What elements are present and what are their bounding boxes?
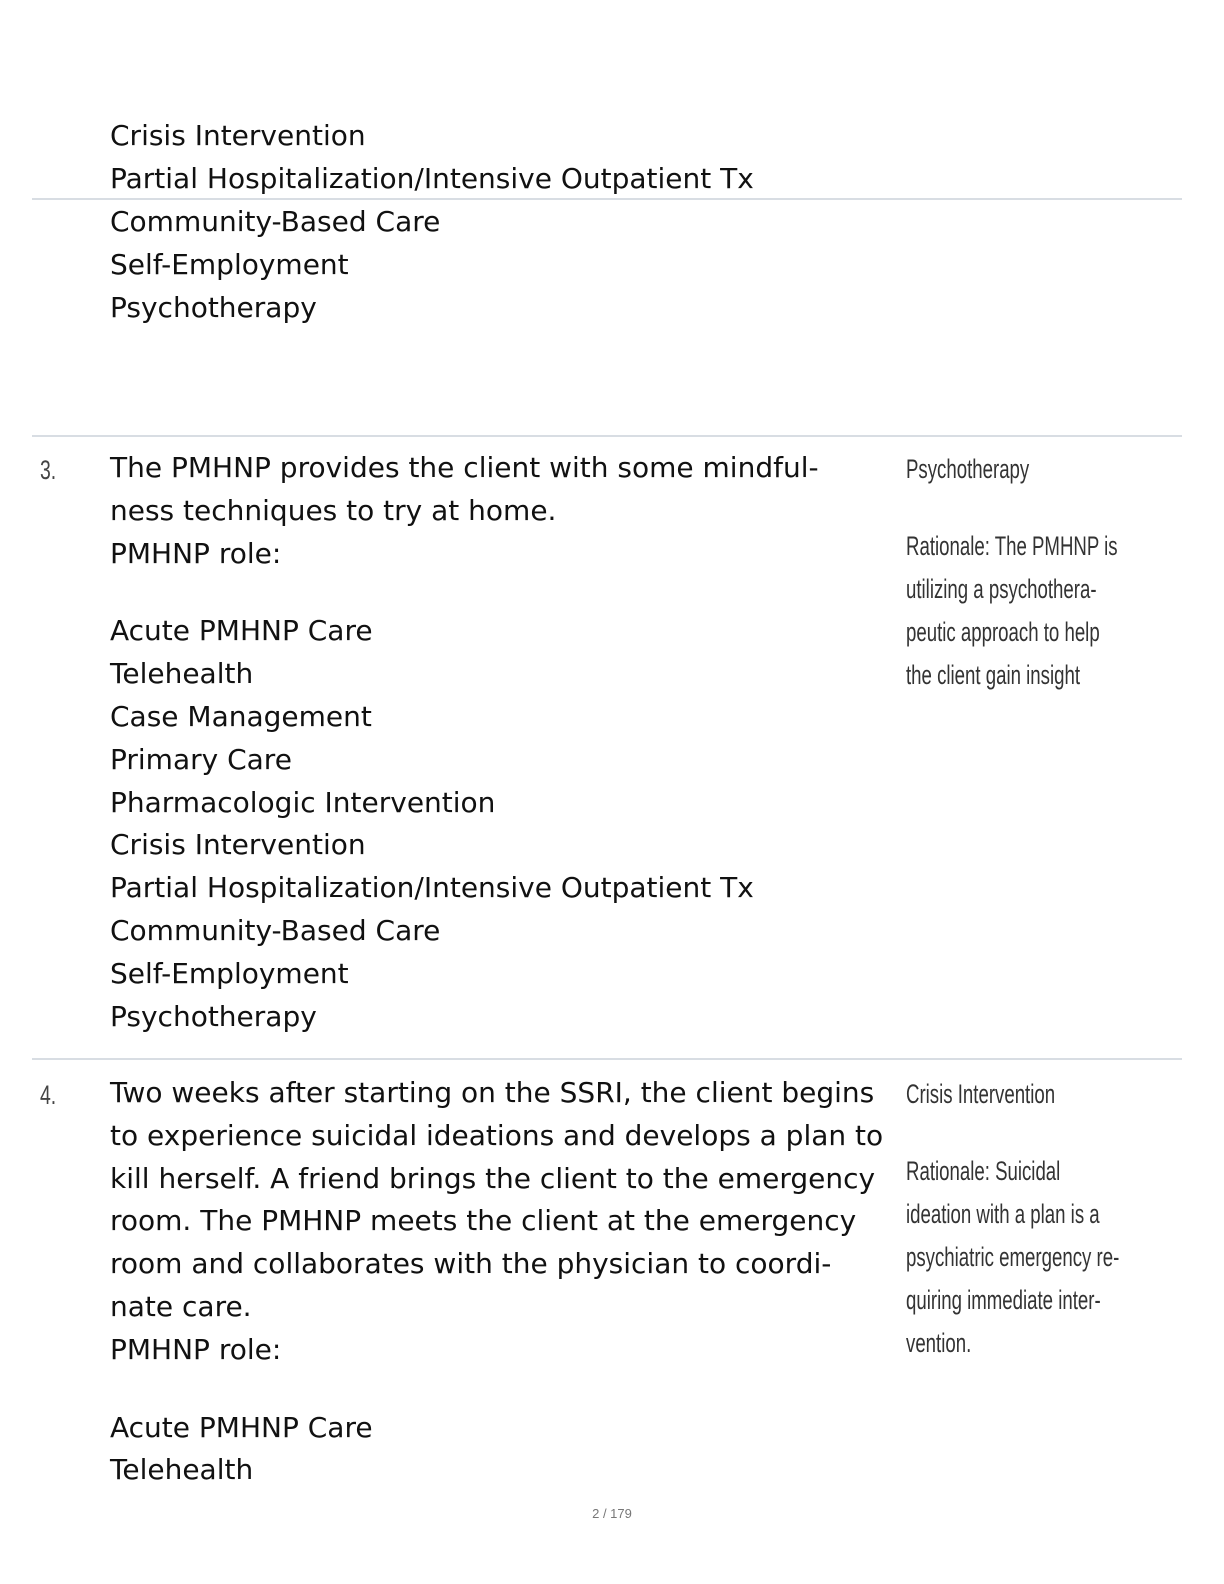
question-number: 4. — [40, 1080, 57, 1110]
role-label: PMHNP role: — [110, 536, 282, 570]
question-stem-line: to experience suicidal ideations and develops a plan to — [110, 1118, 884, 1152]
option-item: Acute PMHNP Care — [110, 614, 373, 648]
question-stem-line: kill herself. A friend brings the client to the emergency — [110, 1161, 876, 1195]
rationale-line: the client gain insight — [906, 660, 1080, 690]
answer-text: Psychotherapy — [906, 454, 1030, 484]
question-4-answer — [906, 1073, 1154, 1365]
rationale-line: Rationale: The PMHNP is — [906, 531, 1118, 561]
question-number: 3. — [40, 455, 57, 485]
question-stem-line: ness techniques to try at home. — [110, 493, 557, 527]
option-item: Partial Hospitalization/Intensive Outpatient Tx — [110, 161, 754, 195]
question-3-body — [110, 447, 900, 1038]
question-4-body — [110, 1072, 900, 1492]
option-item: Self-Employment — [110, 247, 349, 281]
question-3-answer — [906, 448, 1154, 697]
option-item: Pharmacologic Intervention — [110, 785, 496, 819]
option-item: Psychotherapy — [110, 290, 317, 324]
option-item: Telehealth — [110, 1453, 254, 1487]
rationale-line: ideation with a plan is a — [906, 1199, 1100, 1229]
prev-question-options-cont — [110, 201, 900, 329]
option-item: Psychotherapy — [110, 999, 317, 1033]
question-stem-line: room and collaborates with the physician to coordi- — [110, 1247, 832, 1281]
prev-question-options — [110, 115, 900, 201]
rationale-line: Rationale: Suicidal — [906, 1156, 1061, 1186]
option-item: Telehealth — [110, 657, 254, 691]
answer-text: Crisis Intervention — [906, 1079, 1056, 1109]
question-stem-line: nate care. — [110, 1289, 252, 1323]
rationale-line: utilizing a psychothera- — [906, 574, 1097, 604]
option-item: Self-Employment — [110, 956, 349, 990]
row-divider — [32, 435, 1182, 437]
question-stem-line: The PMHNP provides the client with some mindful- — [110, 451, 819, 484]
option-item: Crisis Intervention — [110, 828, 366, 862]
option-item: Crisis Intervention — [110, 119, 366, 152]
option-item: Partial Hospitalization/Intensive Outpatient Tx — [110, 871, 754, 905]
rationale-line: peutic approach to help — [906, 617, 1100, 647]
option-item: Primary Care — [110, 742, 292, 776]
question-stem-line: room. The PMHNP meets the client at the emergency — [110, 1204, 857, 1238]
option-item: Community-Based Care — [110, 205, 441, 238]
row-divider — [32, 1058, 1182, 1060]
role-label: PMHNP role: — [110, 1332, 282, 1366]
question-stem-line: Two weeks after starting on the SSRI, the client begins — [110, 1076, 875, 1109]
option-item: Acute PMHNP Care — [110, 1410, 373, 1444]
option-item: Community-Based Care — [110, 913, 441, 947]
rationale-line: psychiatric emergency re- — [906, 1242, 1120, 1272]
option-item: Case Management — [110, 699, 372, 733]
rationale-line: quiring immediate inter- — [906, 1285, 1101, 1315]
page-indicator: 2 / 179 — [592, 1506, 632, 1521]
rationale-line: vention. — [906, 1328, 972, 1358]
row-divider — [32, 198, 1182, 200]
